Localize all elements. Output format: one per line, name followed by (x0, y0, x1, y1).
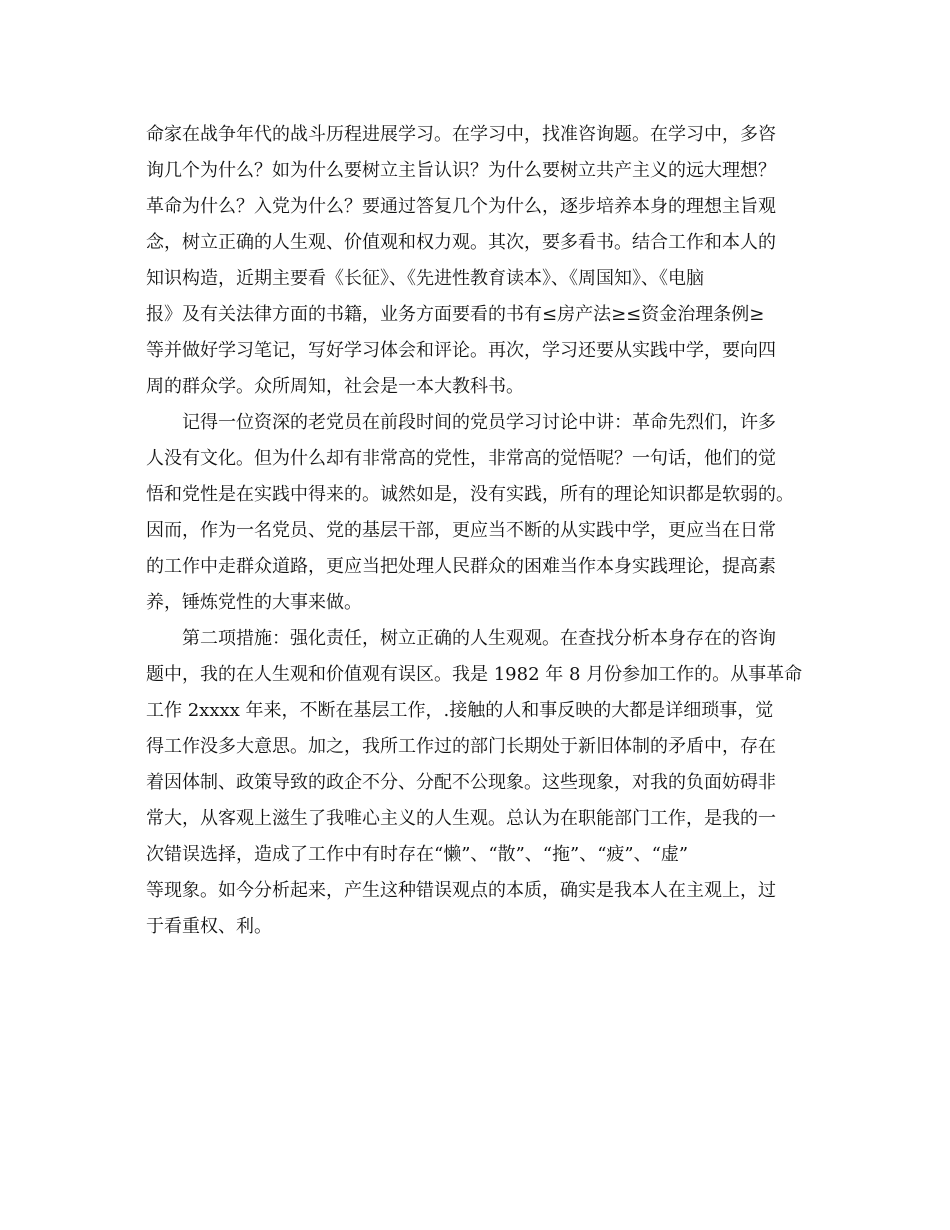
text-line: 革命为什么？入党为什么？要通过答复几个为什么，逐步培养本身的理想主旨观 (146, 196, 776, 217)
text-line: 次错误选择，造成了工作中有时存在“懒”、“散”、“拖”、“疲”、“虚” (146, 844, 689, 865)
text-line: 养，锤炼党性的大事来做。 (146, 592, 362, 613)
text-line: 等并做好学习笔记，写好学习体会和评论。再次，学习还要从实践中学，要向四 (146, 340, 776, 361)
text-line: 人没有文化。但为什么却有非常高的党性，非常高的觉悟呢？一句话，他们的觉 (146, 448, 776, 469)
text-line: 命家在战争年代的战斗历程进展学习。在学习中，找准咨询题。在学习中，多咨 (146, 124, 776, 145)
text-line: 知识构造，近期主要看《长征》、《先进性教育读本》、《周国知》、《电脑 (146, 268, 704, 289)
text-line: 等现象。如今分析起来，产生这种错误观点的本质，确实是我本人在主观上，过 (146, 880, 776, 901)
paragraph-1 (146, 117, 816, 405)
text-line: 报》及有关法律方面的书籍，业务方面要看的书有≤房产法≥≤资金治理条例≥ (146, 304, 765, 325)
text-line: 工作 2xxxx 年来，不断在基层工作，.接触的人和事反映的大都是详细琐事，觉 (146, 700, 774, 721)
text-line: 念，树立正确的人生观、价值观和权力观。其次，要多看书。结合工作和本人的 (146, 232, 776, 253)
text-line: 周的群众学。众所周知，社会是一本大教科书。 (146, 376, 524, 397)
paragraph-2 (146, 405, 816, 621)
text-line: 着因体制、政策导致的政企不分、分配不公现象。这些现象，对我的负面妨碍非 (146, 772, 776, 793)
paragraph-3 (146, 621, 816, 945)
text-line-indented: 记得一位资深的老党员在前段时间的党员学习讨论中讲：革命先烈们，许多 (182, 412, 776, 433)
text-line: 悟和党性是在实践中得来的。诚然如是，没有实践，所有的理论知识都是软弱的。 (146, 484, 794, 505)
text-line: 题中，我的在人生观和价值观有误区。我是 1982 年 8 月份参加工作的。从事革命 (146, 664, 803, 685)
text-line: 于看重权、利。 (146, 916, 272, 937)
document-body (146, 117, 816, 945)
text-line: 得工作没多大意思。加之，我所工作过的部门长期处于新旧体制的矛盾中，存在 (146, 736, 776, 757)
text-line: 询几个为什么？如为什么要树立主旨认识？为什么要树立共产主义的远大理想？ (146, 160, 776, 181)
text-line: 因而，作为一名党员、党的基层干部，更应当不断的从实践中学，更应当在日常 (146, 520, 776, 541)
text-line-indented: 第二项措施：强化责任，树立正确的人生观观。在查找分析本身存在的咨询 (182, 628, 776, 649)
text-line: 常大，从客观上滋生了我唯心主义的人生观。总认为在职能部门工作，是我的一 (146, 808, 776, 829)
text-line: 的工作中走群众道路，更应当把处理人民群众的困难当作本身实践理论，提高素 (146, 556, 776, 577)
